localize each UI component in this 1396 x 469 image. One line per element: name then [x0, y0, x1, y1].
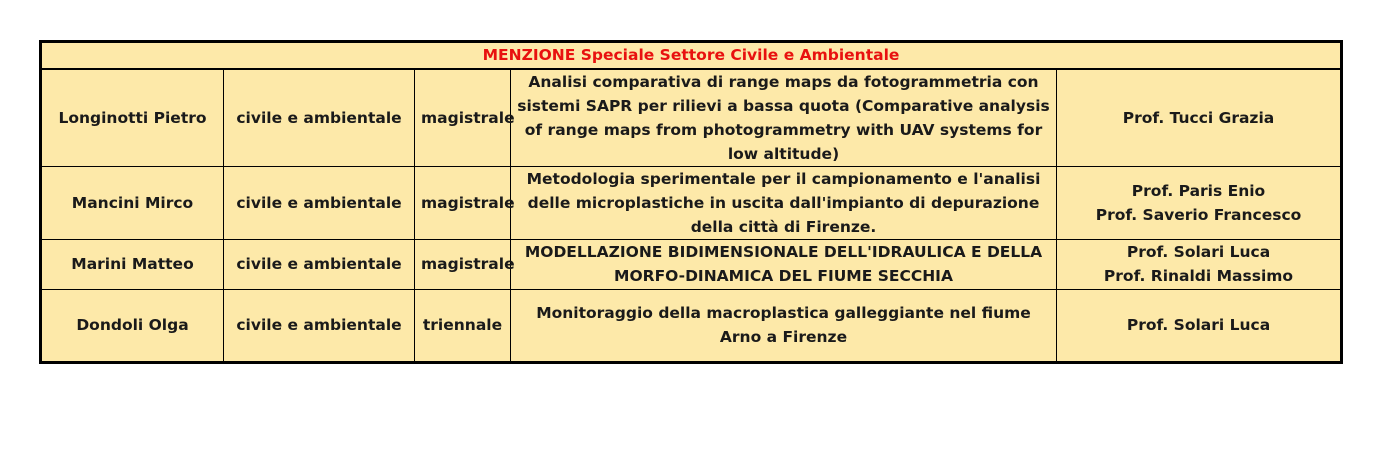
degree-cell: magistrale — [415, 166, 511, 239]
student-name: Mancini Mirco — [41, 166, 224, 239]
sector-cell: civile e ambientale — [224, 69, 415, 167]
thesis-title: Analisi comparativa di range maps da fotogrammetria con sistemi SAPR per rilievi a bassa quota (Comparative analysis of range maps from photogrammetry with UAV systems for low altitude) — [511, 69, 1057, 167]
table-row — [41, 289, 1342, 362]
degree-cell: magistrale — [415, 239, 511, 289]
table-row — [41, 166, 1342, 239]
table-row — [41, 69, 1342, 167]
supervisors-cell — [1057, 239, 1342, 289]
supervisor-name: Prof. Saverio Francesco — [1095, 205, 1302, 224]
supervisor-name: Prof. Solari Luca — [1126, 243, 1271, 261]
degree-cell: magistrale — [415, 69, 511, 167]
title-row — [41, 42, 1342, 69]
supervisors-cell — [1057, 69, 1342, 167]
sector-cell: civile e ambientale — [224, 166, 415, 239]
student-name: Dondoli Olga — [41, 289, 224, 362]
supervisor-name: Prof. Rinaldi Massimo — [1103, 267, 1294, 285]
sector-cell: civile e ambientale — [224, 239, 415, 289]
supervisor-name: Prof. Solari Luca — [1126, 316, 1271, 334]
sector-cell: civile e ambientale — [224, 289, 415, 362]
supervisors-cell — [1057, 166, 1342, 239]
student-name: Longinotti Pietro — [41, 69, 224, 167]
supervisor-name: Prof. Tucci Grazia — [1122, 108, 1275, 127]
thesis-title: Metodologia sperimentale per il campionamento e l'analisi delle microplastiche in uscita dall'impianto di depurazione della città di Firenze. — [511, 166, 1057, 239]
thesis-title: MODELLAZIONE BIDIMENSIONALE DELL'IDRAULICA E DELLA MORFO-DINAMICA DEL FIUME SECCHIA — [511, 239, 1057, 289]
awards-table — [39, 40, 1343, 364]
degree-cell: triennale — [415, 289, 511, 362]
table-row — [41, 239, 1342, 289]
supervisor-name: Prof. Paris Enio — [1131, 181, 1266, 200]
thesis-title: Monitoraggio della macroplastica galleggiante nel fiume Arno a Firenze — [511, 289, 1057, 362]
student-name: Marini Matteo — [41, 239, 224, 289]
table-title: MENZIONE Speciale Settore Civile e Ambientale — [41, 42, 1342, 69]
supervisors-cell — [1057, 289, 1342, 362]
